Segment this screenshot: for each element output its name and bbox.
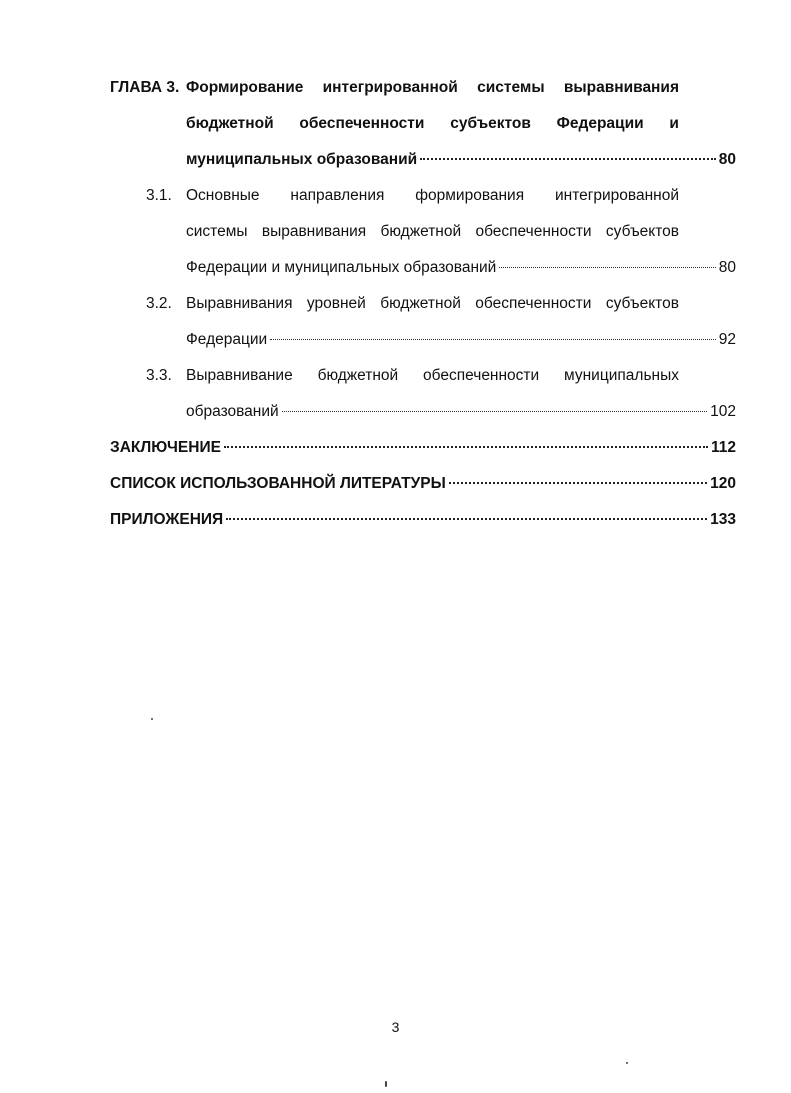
toc-word: бюджетной (380, 295, 461, 312)
toc-word: и (669, 115, 679, 132)
toc-word: Федерации (556, 115, 644, 132)
toc-page-number: 112 (710, 439, 736, 456)
section-3-1-title-line-1[interactable] (186, 186, 679, 206)
toc-word: Основные (186, 187, 260, 204)
section-3-2-title-line-1[interactable] (186, 294, 679, 314)
toc-page-number: 92 (718, 331, 736, 348)
toc-entry-text: ПРИЛОЖЕНИЯ (110, 511, 224, 528)
chapter-3-title-line-1[interactable] (186, 78, 679, 98)
toc-page-number: 120 (710, 475, 736, 492)
toc-word: выравнивания (563, 79, 679, 96)
dot-leader (224, 446, 708, 448)
toc-entry-text: Федерации (186, 331, 268, 348)
toc-page-number: 133 (710, 511, 736, 528)
dot-leader (449, 482, 707, 484)
toc-word: обеспеченности (475, 295, 592, 312)
toc-entry-text: СПИСОК ИСПОЛЬЗОВАННОЙ ЛИТЕРАТУРЫ (110, 475, 446, 492)
chapter-3-label: ГЛАВА 3. (110, 79, 180, 96)
toc-word: обеспеченности (423, 367, 540, 384)
toc-word: бюджетной (380, 223, 462, 240)
section-3-2-title-line-2[interactable] (186, 330, 736, 350)
scan-speck (385, 1081, 387, 1087)
toc-word: системы (477, 79, 545, 96)
toc-entry-references[interactable] (110, 474, 736, 494)
toc-entry-appendices[interactable] (110, 510, 736, 530)
section-3-3-title-line-1[interactable] (186, 366, 679, 386)
toc-page-number: 80 (718, 151, 736, 168)
toc-page-number: 102 (710, 403, 736, 420)
scan-speck (626, 1062, 628, 1064)
toc-page-number: 80 (718, 259, 736, 276)
section-3-3-number: 3.3. (146, 367, 172, 384)
section-3-1-number: 3.1. (146, 187, 172, 204)
toc-word: Выравнивание (186, 367, 293, 384)
toc-word: бюджетной (186, 115, 274, 132)
toc-word: Выравнивания (186, 295, 293, 312)
dot-leader (420, 158, 716, 160)
toc-entry-text: образований (186, 403, 279, 420)
toc-entry-text: Федерации и муниципальных образований (186, 259, 497, 276)
toc-entry-conclusion[interactable] (110, 438, 736, 458)
section-3-2-number: 3.2. (146, 295, 172, 312)
toc-word: направления (290, 187, 385, 204)
toc-entry-text: ЗАКЛЮЧЕНИЕ (110, 439, 221, 456)
toc-word: обеспеченности (299, 115, 425, 132)
toc-word: Формирование (186, 79, 304, 96)
toc-word: выравнивания (261, 223, 367, 240)
section-3-1-title-line-2[interactable] (186, 222, 679, 242)
toc-word: субъектов (450, 115, 531, 132)
dot-leader (499, 267, 715, 268)
scan-speck (151, 718, 153, 720)
toc-word: субъектов (605, 295, 679, 312)
toc-word: муниципальных (564, 367, 679, 384)
toc-word: интегрированной (322, 79, 458, 96)
dot-leader (226, 518, 707, 520)
dot-leader (282, 411, 707, 412)
section-3-1-title-line-3[interactable] (186, 258, 736, 278)
section-3-3-title-line-2[interactable] (186, 402, 736, 422)
chapter-3-title-line-3[interactable] (186, 150, 736, 170)
chapter-3-title-line-2[interactable] (186, 114, 679, 134)
toc-word: системы (186, 223, 248, 240)
toc-word: уровней (306, 295, 366, 312)
toc-word: обеспеченности (475, 223, 592, 240)
toc-word: формирования (415, 187, 525, 204)
page-number: 3 (391, 1019, 400, 1035)
toc-word: субъектов (605, 223, 679, 240)
dot-leader (270, 339, 716, 340)
toc-word: бюджетной (317, 367, 399, 384)
toc-word: интегрированной (554, 187, 679, 204)
toc-entry-text: муниципальных образований (186, 151, 418, 168)
